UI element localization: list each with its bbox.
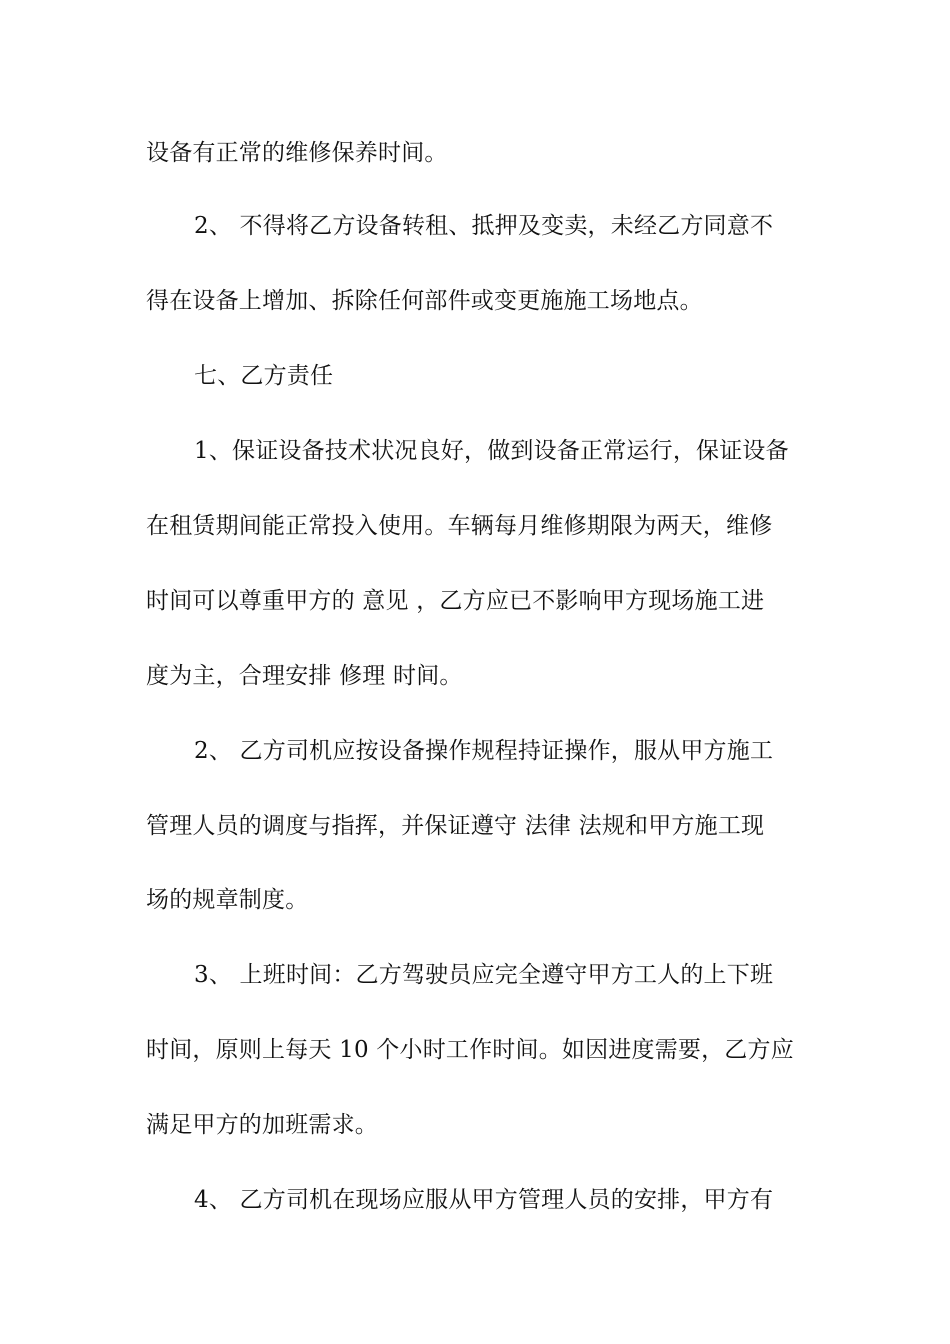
text-line: 满足甲方的加班需求。 — [146, 1112, 378, 1138]
text-line: 设备有正常的维修保养时间。 — [146, 140, 448, 166]
text-line: 时间，原则上每天 10 个小时工作时间。如因进度需要，乙方应 — [146, 1037, 794, 1063]
text-line: 3、 上班时间：乙方驾驶员应完全遵守甲方工人的上下班 — [194, 962, 774, 988]
text-line: 度为主，合理安排 修理 时间。 — [146, 663, 463, 689]
text-line: 1、保证设备技术状况良好，做到设备正常运行，保证设备 — [194, 438, 789, 464]
text-line: 时间可以尊重甲方的 意见 ，乙方应已不影响甲方现场施工进 — [146, 588, 765, 614]
text-line: 在租赁期间能正常投入使用。车辆每月维修期限为两天，维修 — [146, 513, 773, 539]
section-heading: 七、乙方责任 — [194, 363, 334, 389]
text-line: 2、 乙方司机应按设备操作规程持证操作，服从甲方施工 — [194, 738, 774, 764]
text-line: 场的规章制度。 — [146, 887, 309, 913]
text-line: 管理人员的调度与指挥，并保证遵守 法律 法规和甲方施工现 — [146, 813, 765, 839]
text-line: 4、 乙方司机在现场应服从甲方管理人员的安排，甲方有 — [194, 1187, 774, 1213]
text-line: 得在设备上增加、拆除任何部件或变更施施工场地点。 — [146, 288, 703, 314]
text-line: 2、 不得将乙方设备转租、抵押及变卖，未经乙方同意不 — [194, 213, 774, 239]
